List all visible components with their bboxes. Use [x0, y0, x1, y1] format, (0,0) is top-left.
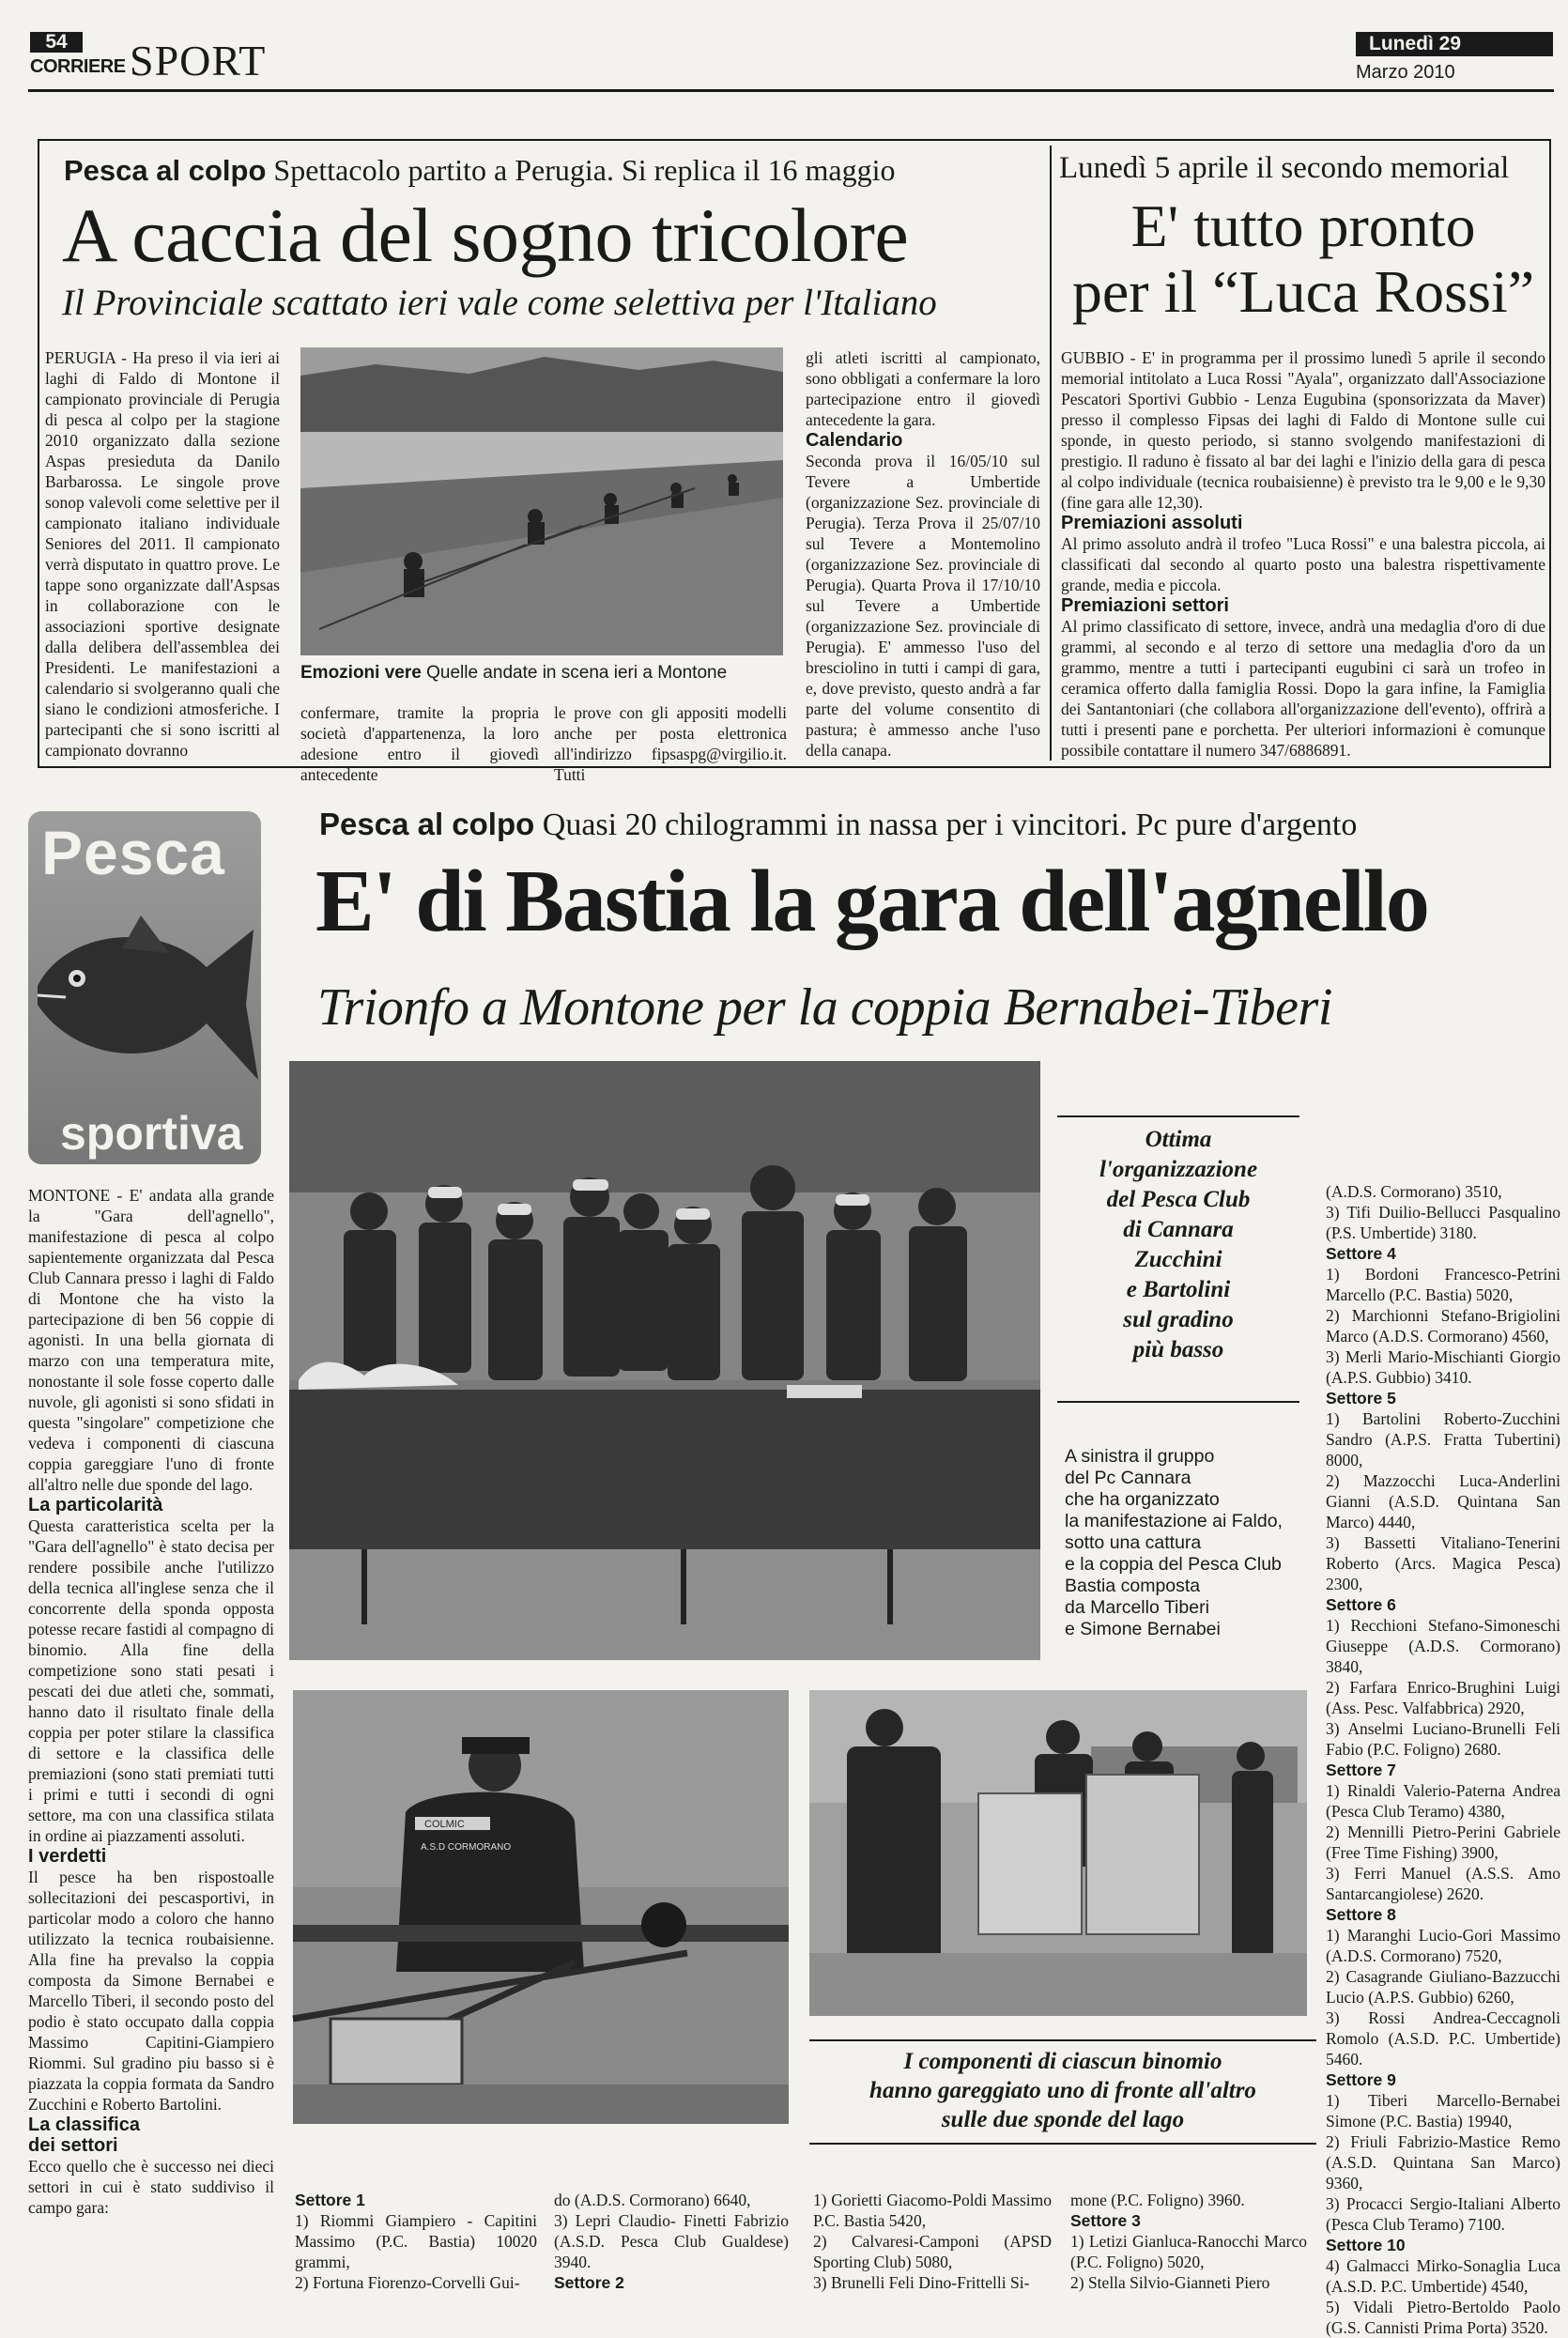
article3-intro: MONTONE - E' andata alla grande la "Gara dell'agnello", manifestazione di pesca al colpo sapientemente organizzata dal Pesca Club Cannara presso i laghi di Faldo di Montone che ha visto la partecipazione di ben 56 coppie di agonisti. In una bella giornata di marzo con una temperatura mite, nonostante il sole fosse coperto dalle nuvole, gli agonisti si sono sfidati in questa "singolare" competizione che vedeva i componenti di ciascuna coppia gareggiare l'uno di fronte all'altro nelle due sponde del lago.	[28, 1186, 274, 1494]
article3-body1: Questa caratteristica scelta per la "Gara dell'agnello" è stato decisa per rendere possibile anche l'utilizzo della tecnica all'inglese senza che il concorrente della sponda opposta potesse recare fastidi al compagno di binomio. Alla fine della competizione sono stati pesati i pescati dei due atleti che, sommati, hanno dato il risultato finale della coppia per poter stilare la classifica di settore e la classifica delle premiazioni (sono stati premiati tutti i primi e tutti i secondi di ogni settore, ma con una classifica stilata in ordine ai piazzamenti assoluti.	[28, 1516, 274, 1845]
sector-heading: Settore 4	[1326, 1244, 1396, 1263]
result-line: 1) Maranghi Lucio-Gori Massimo (A.D.S. Cormorano) 7520,	[1326, 1926, 1560, 1965]
result-line: 3) Rossi Andrea-Ceccagnoli Romolo (A.S.D. P.C. Umbertide) 5460.	[1326, 2008, 1560, 2069]
sector-heading: Settore 6	[1326, 1595, 1396, 1614]
pullquote2-top-rule	[809, 2039, 1316, 2041]
article1-kicker	[64, 152, 1040, 189]
weighing-photo	[809, 1690, 1307, 2016]
article2-subhead1: Premiazioni assoluti	[1061, 513, 1243, 533]
fish-icon	[28, 901, 261, 1099]
sector-heading: Settore 8	[1326, 1905, 1396, 1924]
result-line: 2) Mazzocchi Luca-Anderlini Gianni (A.S.D. Quintana San Marco) 4440,	[1326, 1471, 1560, 1531]
article-divider	[1050, 146, 1052, 761]
paper-name: CORRIERE	[30, 56, 126, 77]
result-line: (A.D.S. Cormorano) 3510,	[1326, 1182, 1502, 1201]
article3-subhead2: I verdetti	[28, 1846, 107, 1867]
article1-photo-caption-bold: Emozioni vere	[300, 663, 422, 683]
sector-heading: Settore 1	[295, 2191, 365, 2209]
caption-line: A sinistra il gruppo	[1065, 1446, 1215, 1467]
result-line: mone (P.C. Foligno) 3960.	[1070, 2191, 1245, 2209]
result-line: 3) Ferri Manuel (A.S.S. Amo Santarcangiolese) 2620.	[1326, 1864, 1560, 1903]
article3-kicker-rest: Quasi 20 chilogrammi in nassa per i vincitori. Pc pure d'argento	[542, 808, 1358, 842]
logo-word-sportiva: sportiva	[60, 1107, 243, 1160]
result-line: 2) Friuli Fabrizio-Mastice Remo (A.S.D. Quintana San Marco) 9360,	[1326, 2132, 1560, 2192]
pullquote1-line: di Cannara	[1123, 1217, 1234, 1242]
result-line: 3) Tifi Duilio-Bellucci Pasqualino (P.S. Umbertide) 3180.	[1326, 1203, 1560, 1242]
sector-heading: Settore 10	[1326, 2236, 1406, 2254]
article2-subhead2: Premiazioni settori	[1061, 595, 1229, 616]
result-line: 3) Bassetti Vitaliano-Tenerini Roberto (Arcs. Magica Pesca) 2300,	[1326, 1533, 1560, 1593]
logo-word-pesca: Pesca	[41, 818, 225, 887]
pullquote2-line: hanno gareggiato uno di fronte all'altro	[869, 2078, 1256, 2103]
pullquote1	[1057, 1125, 1299, 1365]
pullquote1-line: Ottima	[1145, 1127, 1212, 1152]
results-col3	[813, 2190, 1052, 2307]
article3-kicker	[319, 806, 1540, 844]
pullquote1-line: del Pesca Club	[1106, 1187, 1251, 1212]
results-col2	[554, 2190, 789, 2307]
result-line: 1) Recchioni Stefano-Simoneschi Giuseppe (A.D.S. Cormorano) 3840,	[1326, 1616, 1560, 1676]
result-line: do (A.D.S. Cormorano) 6640,	[554, 2191, 751, 2209]
article1-headline: A caccia del sogno tricolore	[62, 192, 909, 278]
article1-photo	[300, 347, 783, 655]
results-col4	[1070, 2190, 1307, 2307]
masthead-rule	[28, 89, 1554, 92]
article3-left-column	[28, 1185, 274, 2307]
result-line: 1) Riommi Giampiero - Capitini Massimo (P.C. Bastia) 10020 grammi,	[295, 2211, 537, 2271]
article2-body1: GUBBIO - E' in programma per il prossimo lunedì 5 aprile il secondo memorial intitolato a Luca Rossi "Ayala", organizzato dall'Associazione Pescatori Sportivi Gubbio - Lenza Eugubina (sponsorizzata da Maver) presso il complesso Fipsas dei laghi di Faldo di Montone sulle cui sponde, in questo periodo, si stanno svolgendo manifestazioni di prestigio. Il raduno è fissato al bar dei laghi e l'inizio della gara di pesca al colpo individuale (tecnica roubaisienne) è previsto tra le 9,00 e le 9,30 (fine gara alle 12,30).	[1061, 348, 1545, 512]
article1-col1: PERUGIA - Ha preso il via ieri ai laghi di Faldo di Montone il campionato provinciale di Perugia di pesca al colpo per la stagione 2010 organizzato dalla sezione Aspas presieduta da Danilo Barbarossa. Le singole prove sonop valevoli come selettive per il campionato italiano individuale Seniores del 2011. Il campionato verrà disputato in quattro prove. Le tappe sono organizzate dall'Aspsas in collaborazione con le associazioni sportive designate dalla delibera dell'assemblea dei Presidenti. Le manifestazioni a calendario si svolgeranno quali che siano le condizioni atmosferiche. I partecipanti che si sono iscritti al campionato dovranno	[45, 348, 280, 760]
issue-day: Lunedì 29	[1356, 32, 1553, 56]
result-line: 3) Brunelli Feli Dino-Frittelli Si-	[813, 2273, 1030, 2292]
pullquote2-line: sulle due sponde del lago	[941, 2107, 1185, 2132]
caption-line: e Simone Bernabei	[1065, 1619, 1221, 1639]
sector-heading: Settore 3	[1070, 2211, 1141, 2230]
fisherman-photo	[293, 1690, 789, 2124]
article3-kicker-bold: Pesca al colpo	[319, 807, 535, 841]
section-title: SPORT	[130, 37, 267, 85]
results-col1	[295, 2190, 537, 2307]
issue-date: Marzo 2010	[1356, 62, 1455, 83]
article1-col2: confermare, tramite la propria società d'appartenenza, la loro adesione entro il giovedì antecedente	[300, 703, 539, 784]
result-line: 5) Vidali Pietro-Bertoldo Paolo (G.S. Cannisti Prima Porta) 3520.	[1326, 2298, 1560, 2337]
results-right-column	[1326, 1181, 1560, 2337]
article3-body2: Il pesce ha ben rispostoalle sollecitazioni dei pescasportivi, in particolar modo a coloro che hanno utilizzato la tecnica roubaisienne. Alla fine ha prevalso la coppia composta da Simone Bernabei e Marcello Tiberi, il secondo posto del podio è stato occupato dalla coppia Massimo Capitini-Giampiero Riommi. Sul gradino piu basso si è piazzata la coppia formata da Sandro Zucchini e Roberto Bartolini.	[28, 1868, 274, 2114]
article3-body3: Ecco quello che è successo nei dieci settori in cui è stato suddiviso il campo gara:	[28, 2157, 274, 2217]
result-line: 1) Gorietti Giacomo-Poldi Massimo P.C. Bastia 5420,	[813, 2191, 1052, 2230]
result-line: 1) Letizi Gianluca-Ranocchi Marco (P.C. Foligno) 5020,	[1070, 2232, 1307, 2271]
article3-subhead3-line2: dei settori	[28, 2135, 118, 2156]
pullquote2-line: I componenti di ciascun binomio	[903, 2049, 1222, 2074]
result-line: 3) Anselmi Luciano-Brunelli Feli Fabio (P.C. Foligno) 2680.	[1326, 1719, 1560, 1759]
result-line: 2) Mennilli Pietro-Perini Gabriele (Free Time Fishing) 3900,	[1326, 1823, 1560, 1862]
article3-subhead3-line1: La classifica	[28, 2115, 140, 2135]
article1-col4	[806, 347, 1040, 766]
article1-kicker-bold: Pesca al colpo	[64, 154, 267, 187]
sector-heading: Settore 7	[1326, 1761, 1396, 1779]
article1-col4-body: Seconda prova il 16/05/10 sul Tevere a Umbertide (organizzazione Sez. provinciale di Perugia). Terza Prova il 25/07/10 sul Tevere a Montemolino (organizzazione Sez. provinciale di Perugia). Quarta Prova il 17/10/10 sul Tevere a Umbertide (organizzazione Sez. provinciale di Perugia). E' ammesso l'uso del bresciolino in tutti i campi di gara, e, dove previsto, questo andrà a far parte del volume consentito di pastura; è ammesso anche l'uso della canapa.	[806, 452, 1040, 760]
photo-jacket-text: A.S.D CORMORANO	[421, 1842, 512, 1853]
article1-col3: le prove con gli appositi modelli anche per posta elettronica all'indirizzo fipsaspg@virgilio.it. Tutti	[554, 703, 787, 784]
group-photo-caption	[1065, 1446, 1314, 1640]
pullquote1-line: più basso	[1132, 1337, 1224, 1362]
article2-body2: Al primo assoluto andrà il trofeo "Luca Rossi" e una balestra piccola, ai classificati dal secondo al quarto posto una balestra rispettivamente grande, media e piccola.	[1061, 534, 1545, 594]
article2-kicker: Lunedì 5 aprile il secondo memorial	[1059, 151, 1510, 185]
pullquote1-top-rule	[1057, 1115, 1299, 1117]
pullquote1-line: sul gradino	[1123, 1307, 1234, 1332]
article1-col4-intro: gli atleti iscritti al campionato, sono obbligati a confermare la loro partecipazione entro il giovedì antecedente la gara.	[806, 348, 1040, 429]
caption-line: Bastia composta	[1065, 1576, 1201, 1596]
result-line: 3) Lepri Claudio- Finetti Fabrizio (A.S.D. Pesca Club Gualdese) 3940.	[554, 2211, 789, 2271]
result-line: 1) Tiberi Marcello-Bernabei Simone (P.C. Bastia) 19940,	[1326, 2091, 1560, 2130]
result-line: 1) Bordoni Francesco-Petrini Marcello (P.C. Bastia) 5020,	[1326, 1265, 1560, 1304]
pullquote1-bottom-rule	[1057, 1401, 1299, 1403]
pullquote2-bottom-rule	[809, 2143, 1316, 2145]
article2-body	[1061, 347, 1545, 764]
article2-headline-line2: per il “Luca Rossi”	[1071, 258, 1535, 325]
caption-line: del Pc Cannara	[1065, 1468, 1191, 1488]
article1-subhead: Il Provinciale scattato ieri vale come selettiva per l'Italiano	[62, 283, 937, 323]
caption-line: e la coppia del Pesca Club	[1065, 1554, 1282, 1575]
caption-line: la manifestazione ai Faldo,	[1065, 1511, 1283, 1531]
result-line: 3) Merli Mario-Mischianti Giorgio (A.P.S. Gubbio) 3410.	[1326, 1347, 1560, 1387]
pesca-sportiva-logo	[28, 811, 261, 1164]
caption-line: da Marcello Tiberi	[1065, 1597, 1209, 1618]
article1-photo-caption-text: Quelle andate in scena ieri a Montone	[426, 663, 728, 683]
article3-subhead1: La particolarità	[28, 1495, 163, 1515]
article1-col4-subhead: Calendario	[806, 430, 903, 451]
result-line: 2) Calvaresi-Camponi (APSD Sporting Club) 5080,	[813, 2232, 1052, 2271]
article3-subhead: Trionfo a Montone per la coppia Bernabei-Tiberi	[317, 978, 1332, 1037]
sector-heading: Settore 5	[1326, 1389, 1396, 1407]
page-number: 54	[30, 32, 83, 53]
caption-line: sotto una cattura	[1065, 1532, 1202, 1553]
pullquote1-line: e Bartolini	[1126, 1277, 1231, 1302]
pullquote1-line: Zucchini	[1134, 1247, 1222, 1272]
result-line: 3) Procacci Sergio-Italiani Alberto (Pesca Club Teramo) 7100.	[1326, 2194, 1560, 2234]
result-line: 1) Bartolini Roberto-Zucchini Sandro (A.P.S. Fratta Tubertini) 8000,	[1326, 1409, 1560, 1469]
result-line: 2) Casagrande Giuliano-Bazzucchi Lucio (A.P.S. Gubbio) 6260,	[1326, 1967, 1560, 2007]
result-line: 2) Fortuna Fiorenzo-Corvelli Gui-	[295, 2273, 520, 2292]
sector-heading: Settore 9	[1326, 2070, 1396, 2089]
result-line: 4) Galmacci Mirko-Sonaglia Luca (A.S.D. P.C. Umbertide) 4540,	[1326, 2256, 1560, 2296]
result-line: 1) Rinaldi Valerio-Paterna Andrea (Pesca Club Teramo) 4380,	[1326, 1781, 1560, 1821]
result-line: 2) Stella Silvio-Gianneti Piero	[1070, 2273, 1270, 2292]
pullquote2	[800, 2047, 1326, 2134]
group-photo	[289, 1061, 1040, 1660]
article1-photo-caption	[300, 663, 789, 684]
sector-heading: Settore 2	[554, 2273, 624, 2292]
article2-body3: Al primo classificato di settore, invece, andrà una medaglia d'oro di due grammi, al secondo e al terzo di settore una medaglia d'oro da un grammo, mentre a tutti i partecipanti eugubini ci sarà un trofeo in ceramica offerto dalla famiglia Rossi. Dopo la gara infine, la Famiglia dei Santantoniari (che collabora all'organizzazione dell'evento), offrirà a tutti i presenti pane e porchetta. Per ulteriori informazioni è comunque possibile contattare il numero 347/6886891.	[1061, 617, 1545, 760]
result-line: 2) Farfara Enrico-Brughini Luigi (Ass. Pesc. Valfabbrica) 2920,	[1326, 1678, 1560, 1717]
caption-line: che ha organizzato	[1065, 1489, 1220, 1510]
article1-kicker-rest: Spettacolo partito a Perugia. Si replica il 16 maggio	[273, 153, 896, 187]
result-line: 2) Marchionni Stefano-Brigiolini Marco (A.D.S. Cormorano) 4560,	[1326, 1306, 1560, 1346]
pullquote1-line: l'organizzazione	[1099, 1157, 1258, 1182]
article3-headline: E' di Bastia la gara dell'agnello	[315, 853, 1428, 950]
article2-headline-line1: E' tutto pronto	[1130, 192, 1476, 259]
photo-jacket-logo: COLMIC	[424, 1819, 465, 1830]
